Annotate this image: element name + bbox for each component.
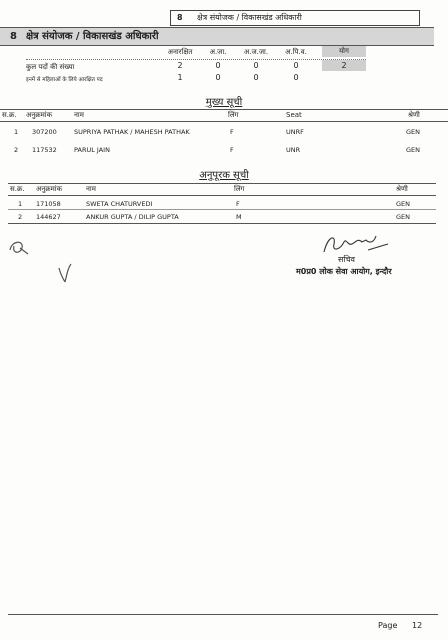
main-row-2-roll: 117532: [32, 146, 57, 154]
header-post-number: 8: [177, 13, 183, 22]
supp-row-2-category: GEN: [396, 213, 411, 221]
main-row-2-seat: UNR: [286, 146, 301, 154]
main-row-2-sno: 2: [14, 146, 19, 154]
main-list-header-rule: [0, 121, 448, 122]
total-st: 0: [253, 61, 259, 70]
header-post-title: क्षेत्र संयोजक / विकासखंड अधिकारी: [197, 13, 302, 22]
supp-row-2-name: ANKUR GUPTA / DILIP GUPTA: [86, 213, 179, 221]
supp-col-gender: लिंग: [234, 185, 245, 193]
header-box: [170, 10, 420, 26]
supp-row-2-roll: 144627: [36, 213, 61, 221]
supp-row-2-gender: M: [236, 213, 242, 221]
supp-row-divider: [8, 209, 436, 210]
supp-row-1-sno: 1: [18, 200, 23, 208]
supp-list-header-rule: [8, 195, 436, 196]
col-obc: अ.पि.व.: [285, 48, 307, 56]
supp-col-roll: अनुक्रमांक: [36, 185, 62, 193]
main-col-gender: लिंग: [228, 111, 239, 119]
col-total: योग: [322, 46, 366, 57]
supp-row-1-category: GEN: [396, 200, 411, 208]
main-row-2-name: PARUL JAIN: [74, 146, 110, 154]
women-sc: 0: [215, 73, 221, 82]
total-unreserved: 2: [177, 61, 183, 70]
signature-icon: [318, 230, 394, 258]
total-all: 2: [322, 60, 366, 71]
total-sc: 0: [215, 61, 221, 70]
main-row-1-name: SUPRIYA PATHAK / MAHESH PATHAK: [74, 128, 190, 136]
supp-col-category: श्रेणी: [396, 185, 408, 193]
footer-rule: [8, 614, 438, 615]
total-obc: 0: [293, 61, 299, 70]
supp-col-sno: स.क्र.: [10, 185, 25, 193]
women-st: 0: [253, 73, 259, 82]
summary-divider: [26, 59, 366, 60]
supplementary-list-title: अनुपूरक सूची: [199, 170, 249, 181]
main-col-roll: अनुक्रमांक: [26, 111, 52, 119]
main-col-sno: स.क्र.: [2, 111, 17, 119]
supp-row-1-roll: 171058: [36, 200, 61, 208]
supp-col-name: नाम: [86, 185, 96, 193]
main-row-1-gender: F: [230, 128, 234, 136]
main-col-seat: Seat: [286, 111, 302, 119]
post-title: क्षेत्र संयोजक / विकासखंड अधिकारी: [26, 31, 159, 42]
tick-mark-icon: [56, 262, 74, 284]
row-total-posts-label: कुल पदों की संख्या: [26, 63, 75, 71]
main-row-2-category: GEN: [406, 146, 421, 154]
main-col-category: श्रेणी: [408, 111, 420, 119]
women-unreserved: 1: [177, 73, 183, 82]
supp-row-1-gender: F: [236, 200, 240, 208]
col-sc: अ.जा.: [209, 48, 227, 56]
handwritten-mark-icon: [6, 236, 34, 258]
main-list-top-rule: [0, 109, 448, 110]
supp-list-bottom-rule: [8, 223, 436, 224]
page-label: Page: [378, 621, 398, 630]
main-row-1-roll: 307200: [32, 128, 57, 136]
main-row-1-seat: UNRF: [286, 128, 304, 136]
col-unreserved: अनारक्षित: [167, 48, 193, 56]
main-row-1-category: GEN: [406, 128, 421, 136]
post-summary-table: [0, 44, 448, 88]
post-number: 8: [10, 31, 17, 42]
page-number: 12: [412, 621, 423, 630]
main-col-name: नाम: [74, 111, 84, 119]
main-row-2-gender: F: [230, 146, 234, 154]
women-obc: 0: [293, 73, 299, 82]
main-list-title: मुख्य सूची: [205, 97, 243, 108]
supp-row-2-sno: 2: [18, 213, 23, 221]
main-row-1-sno: 1: [14, 128, 19, 136]
signatory-designation: सचिव: [338, 255, 356, 264]
signatory-office: म0प्र0 लोक सेवा आयोग, इन्दौर: [296, 267, 392, 276]
supp-row-1-name: SWETA CHATURVEDI: [86, 200, 153, 208]
col-st: अ.ज.जा.: [243, 48, 269, 56]
row-women-reserved-label: इनमें से महिलाओं के लिये आरक्षित पद: [26, 77, 103, 83]
supp-list-top-rule: [8, 183, 436, 184]
